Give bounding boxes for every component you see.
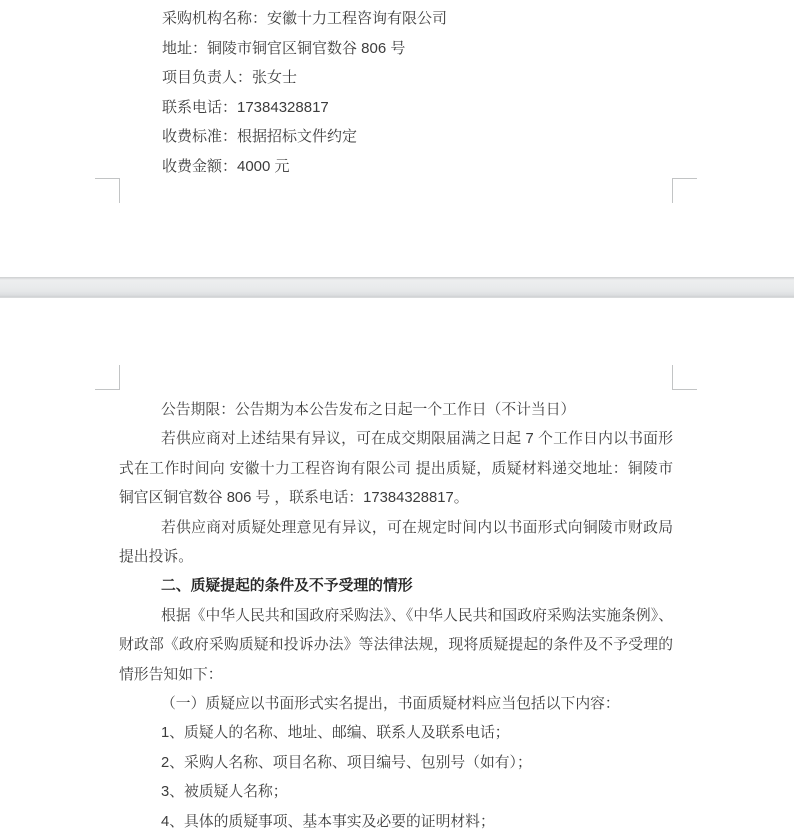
document-paragraph: 若供应商对质疑处理意见有异议，可在规定时间内以书面形式向铜陵市财政局提出投诉。 xyxy=(119,519,673,566)
document-paragraph: 若供应商对上述结果有异议，可在成交期限届满之日起 7 个工作日内以书面形式在工作时间向 安徽十力工程咨询有限公司 提出质疑，质疑材料递交地址：铜陵市铜官区铜官数谷 806 号 ，联系电话：17384328817。 xyxy=(119,431,673,507)
document-line: 地址：铜陵市铜官区铜官数谷 806 号 xyxy=(162,39,406,57)
page1-text-block xyxy=(162,4,447,181)
document-line: 收费金额：4000 元 xyxy=(162,157,290,175)
margin-corner-mark-page2-top-left xyxy=(95,365,120,390)
document-paragraph: 1、质疑人的名称、地址、邮编、联系人及联系电话； xyxy=(161,725,510,742)
section-heading: 二、质疑提起的条件及不予受理的情形 xyxy=(161,578,413,595)
document-line: 联系电话：17384328817 xyxy=(162,98,329,116)
margin-corner-mark-page1-bottom-left xyxy=(95,178,120,203)
document-paragraph: 公告期限：公告期为本公告发布之日起一个工作日（不计当日） xyxy=(161,402,576,418)
document-paragraph: （一）质疑应以书面形式实名提出，书面质疑材料应当包括以下内容： xyxy=(161,696,620,713)
page2-text-block xyxy=(119,396,673,837)
margin-corner-mark-page1-bottom-right xyxy=(672,178,697,203)
document-paragraph: 2、采购人名称、项目名称、项目编号、包别号（如有）； xyxy=(161,754,532,771)
document-line: 收费标准：根据招标文件约定 xyxy=(162,128,358,145)
page-separator xyxy=(0,277,794,298)
document-paragraph: 根据《中华人民共和国政府采购法》、《中华人民共和国政府采购法实施条例》、财政部《政府采购质疑和投诉办法》等法律法规，现将质疑提起的条件及不予受理的情形告知如下： xyxy=(119,607,673,683)
document-paragraph: 3、被质疑人名称； xyxy=(161,784,288,801)
document-line: 项目负责人：张女士 xyxy=(162,69,298,86)
document-paragraph: 4、具体的质疑事项、基本事实及必要的证明材料； xyxy=(161,813,495,830)
margin-corner-mark-page2-top-right xyxy=(672,365,697,390)
document-line: 采购机构名称：安徽十力工程咨询有限公司 xyxy=(162,10,448,27)
